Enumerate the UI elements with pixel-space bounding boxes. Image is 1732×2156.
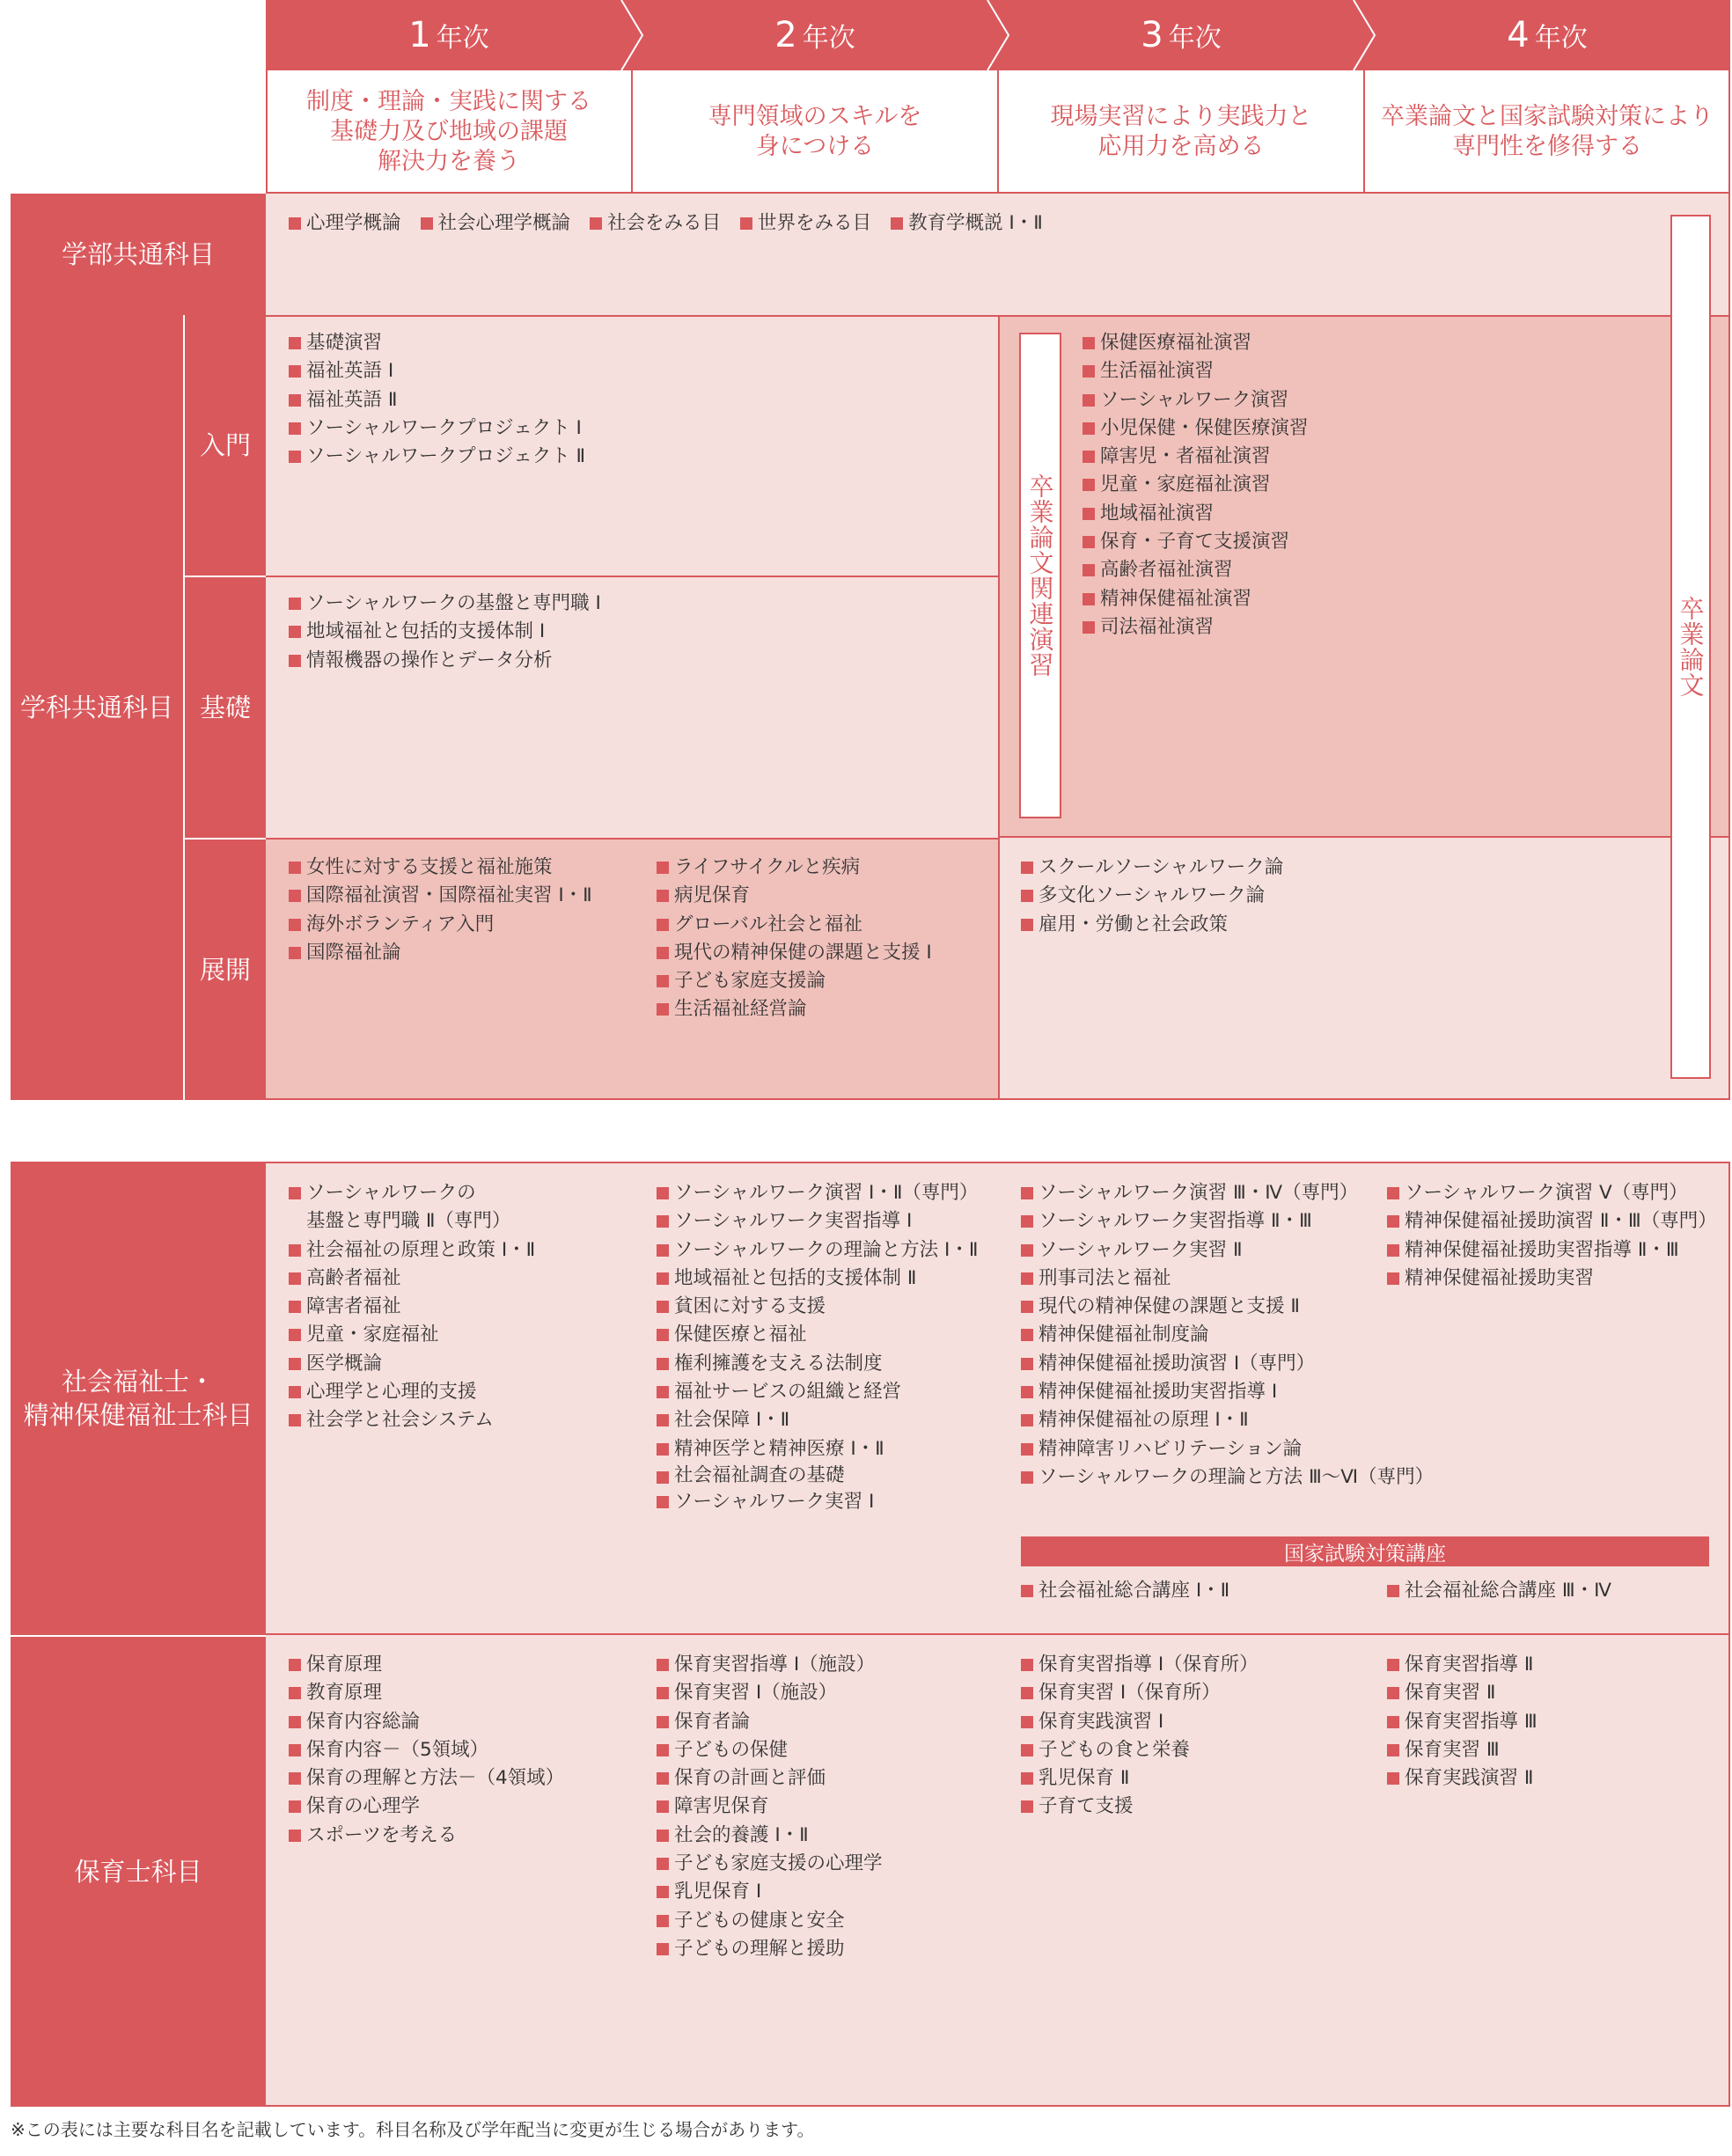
list-item: 社会福祉の原理と政策 Ⅰ・Ⅱ <box>289 1236 535 1265</box>
faculty-common-list <box>289 209 1062 238</box>
develop-list-1 <box>289 854 592 967</box>
list-item: ソーシャルワーク実習指導 Ⅱ・Ⅲ <box>1021 1207 1434 1236</box>
list-item: ソーシャルワーク演習 Ⅴ（専門） <box>1387 1179 1717 1207</box>
list-item: 教育学概説 Ⅰ・Ⅱ <box>891 209 1043 238</box>
list-item: 保育・子育て支援演習 <box>1082 528 1309 556</box>
list-item: 高齢者福祉演習 <box>1082 556 1309 584</box>
list-item: 教育原理 <box>289 1679 564 1707</box>
list-item: 海外ボランティア入門 <box>289 911 592 939</box>
list-item: 貧困に対する支援 <box>657 1293 978 1321</box>
cc-year4-list <box>1387 1651 1538 1793</box>
dept-sub-intro-label: 入門 <box>185 315 266 576</box>
list-item: 国際福祉演習・国際福祉実習 Ⅰ・Ⅱ <box>289 882 592 910</box>
list-item: 生活福祉演習 <box>1082 357 1309 385</box>
list-item: 保育実践演習 Ⅱ <box>1387 1764 1538 1793</box>
list-item: 子どもの食と栄養 <box>1021 1736 1259 1764</box>
list-item: 児童・家庭福祉 <box>289 1321 535 1349</box>
list-item: 保育実習指導 Ⅲ <box>1387 1708 1538 1736</box>
list-item: ソーシャルワークの <box>289 1179 535 1207</box>
list-item: 乳児保育 Ⅱ <box>1021 1764 1259 1793</box>
list-item: ソーシャルワークの基盤と専門職 Ⅰ <box>289 590 601 618</box>
list-item: 子どもの理解と援助 <box>657 1935 883 1963</box>
thesis-box: 卒業論文 <box>1670 215 1711 1079</box>
list-item: 乳児保育 Ⅰ <box>657 1878 883 1906</box>
list-item: 刑事司法と福祉 <box>1021 1265 1434 1293</box>
list-item: ソーシャルワーク実習指導 Ⅰ <box>657 1207 978 1236</box>
list-item: 保育実習 Ⅱ <box>1387 1679 1538 1707</box>
exam-year3-list <box>1021 1577 1229 1605</box>
list-item: 社会心理学概論 <box>421 209 571 238</box>
list-item: 保育の心理学 <box>289 1793 564 1821</box>
list-item: ソーシャルワークの理論と方法 Ⅰ・Ⅱ <box>657 1236 978 1265</box>
list-item: ソーシャルワーク演習 Ⅰ・Ⅱ（専門） <box>657 1179 978 1207</box>
list-item: 福祉サービスの組織と経営 <box>657 1378 978 1406</box>
list-item: 地域福祉演習 <box>1082 500 1309 528</box>
list-item: 医学概論 <box>289 1350 535 1378</box>
list-item: 多文化ソーシャルワーク論 <box>1021 882 1283 910</box>
list-item: 地域福祉と包括的支援体制 Ⅱ <box>657 1265 978 1293</box>
intro-list <box>289 329 585 471</box>
list-item: 現代の精神保健の課題と支援 Ⅱ <box>1021 1293 1434 1321</box>
list-item: 情報機器の操作とデータ分析 <box>289 647 601 675</box>
footnote: ※この表には主要な科目名を記載しています。科目名称及び学年配当に変更が生じる場合があります。 <box>11 2119 815 2140</box>
list-item: 保育実習 Ⅲ <box>1387 1736 1538 1764</box>
list-item: 障害者福祉 <box>289 1293 535 1321</box>
list-item: 保育の計画と評価 <box>657 1764 883 1793</box>
list-item: ソーシャルワーク演習 <box>1082 386 1309 414</box>
year-1-label: 1 年次 <box>408 15 489 55</box>
list-item: 雇用・労働と社会政策 <box>1021 911 1283 939</box>
sw-year2-list <box>657 1179 978 1516</box>
year-2-label: 2 年次 <box>774 15 855 55</box>
list-item: 障害児保育 <box>657 1793 883 1821</box>
list-item: 精神保健福祉演習 <box>1082 585 1309 613</box>
cc-year3-list <box>1021 1651 1259 1822</box>
list-item: 保育実習 Ⅰ（保育所） <box>1021 1679 1259 1707</box>
list-item: 権利擁護を支える法制度 <box>657 1350 978 1378</box>
list-item: 保育実習 Ⅰ（施設） <box>657 1679 883 1707</box>
list-item: 保育原理 <box>289 1651 564 1679</box>
list-item: 保育内容－（5領域） <box>289 1736 564 1764</box>
exam-year4-list <box>1387 1577 1611 1605</box>
seminar-list <box>1082 329 1309 642</box>
list-item: 保育実習指導 Ⅰ（施設） <box>657 1651 883 1679</box>
sw-year4-list <box>1387 1179 1717 1293</box>
list-item: ソーシャルワークの理論と方法 Ⅲ〜Ⅵ（専門） <box>1021 1463 1434 1492</box>
social-welfare-label: 社会福祉士・ 精神保健福祉士科目 <box>11 1162 266 1635</box>
goal-year-3: 現場実習により実践力と 応用力を高める <box>1050 103 1312 160</box>
list-item: 精神保健福祉援助実習指導 Ⅰ <box>1021 1378 1434 1406</box>
list-item: 社会福祉総合講座 Ⅲ・Ⅳ <box>1387 1577 1611 1605</box>
dept-common-label: 学科共通科目 <box>11 315 183 1100</box>
list-item: ソーシャルワーク実習 Ⅱ <box>1021 1236 1434 1265</box>
dept-sub-develop-label: 展開 <box>185 838 266 1100</box>
cc-year1-list <box>289 1651 564 1850</box>
goal-year-4: 卒業論文と国家試験対策により 専門性を修得する <box>1381 103 1714 160</box>
list-item: 社会的養護 Ⅰ・Ⅱ <box>657 1822 883 1850</box>
goal-year-1: 制度・理論・実践に関する 基礎力及び地域の課題 解決力を養う <box>306 88 591 175</box>
childcare-label: 保育士科目 <box>11 1635 266 2107</box>
list-item: ソーシャルワーク演習 Ⅲ・Ⅳ（専門） <box>1021 1179 1434 1207</box>
develop-list-3 <box>1021 854 1283 939</box>
sw-year1-list <box>289 1179 535 1435</box>
list-item: 精神保健福祉の原理 Ⅰ・Ⅱ <box>1021 1406 1434 1434</box>
list-item: 心理学と心理的支援 <box>289 1378 535 1406</box>
list-item: 社会福祉総合講座 Ⅰ・Ⅱ <box>1021 1577 1229 1605</box>
list-item: 子育て支援 <box>1021 1793 1259 1821</box>
list-item: 精神医学と精神医療 Ⅰ・Ⅱ <box>657 1435 978 1463</box>
list-item: 司法福祉演習 <box>1082 613 1309 642</box>
list-item: ソーシャルワークプロジェクト Ⅰ <box>289 414 585 443</box>
list-item: スポーツを考える <box>289 1822 564 1850</box>
list-item: 福祉英語 Ⅱ <box>289 386 585 414</box>
list-item: 病児保育 <box>657 882 932 910</box>
list-item: 児童・家庭福祉演習 <box>1082 471 1309 499</box>
list-item: 保健医療と福祉 <box>657 1321 978 1349</box>
exam-prep-bar: 国家試験対策講座 <box>1021 1536 1709 1566</box>
sw-year3-list <box>1021 1179 1434 1492</box>
list-item: 社会福祉調査の基礎 <box>657 1463 978 1488</box>
list-item: 小児保健・保健医療演習 <box>1082 414 1309 443</box>
list-item: 保育者論 <box>657 1708 883 1736</box>
dept-sub-basic-label: 基礎 <box>185 576 266 838</box>
list-item: 福祉英語 Ⅰ <box>289 357 585 385</box>
list-item: 精神保健福祉援助実習 <box>1387 1265 1717 1293</box>
list-item: ソーシャルワーク実習 Ⅰ <box>657 1488 978 1516</box>
list-item: 国際福祉論 <box>289 939 592 967</box>
list-item: 社会保障 Ⅰ・Ⅱ <box>657 1406 978 1434</box>
list-item: 子どもの健康と安全 <box>657 1907 883 1935</box>
list-item: 保育実習指導 Ⅱ <box>1387 1651 1538 1679</box>
list-item: グローバル社会と福祉 <box>657 911 932 939</box>
list-item: 保育実習指導 Ⅰ（保育所） <box>1021 1651 1259 1679</box>
list-item: 精神保健福祉援助演習 Ⅱ・Ⅲ（専門） <box>1387 1207 1717 1236</box>
list-item: 心理学概論 <box>289 209 401 238</box>
list-item: ライフサイクルと疾病 <box>657 854 932 882</box>
list-item: 社会をみる目 <box>590 209 721 238</box>
list-item: 基礎演習 <box>289 329 585 357</box>
list-item: 生活福祉経営論 <box>657 995 932 1023</box>
list-item: 精神保健福祉援助演習 Ⅰ（専門） <box>1021 1350 1434 1378</box>
faculty-common-label: 学部共通科目 <box>11 194 266 315</box>
list-item: ソーシャルワークプロジェクト Ⅱ <box>289 443 585 471</box>
goal-year-2: 専門領域のスキルを 身につける <box>708 103 922 160</box>
list-item: 精神障害リハビリテーション論 <box>1021 1435 1434 1463</box>
list-item: 基盤と専門職 Ⅱ（専門） <box>306 1210 511 1233</box>
list-item: 精神保健福祉援助実習指導 Ⅱ・Ⅲ <box>1387 1236 1717 1265</box>
thesis-seminar-box: 卒業論文関連演習 <box>1019 333 1061 818</box>
list-item: 現代の精神保健の課題と支援 Ⅰ <box>657 939 932 967</box>
list-item: 高齢者福祉 <box>289 1265 535 1293</box>
cc-year2-list <box>657 1651 883 1963</box>
develop-list-2 <box>657 854 932 1024</box>
list-item: 保育の理解と方法－（4領域） <box>289 1764 564 1793</box>
list-item: 保育実践演習 Ⅰ <box>1021 1708 1259 1736</box>
list-item: 女性に対する支援と福祉施策 <box>289 854 592 882</box>
list-item: 障害児・者福祉演習 <box>1082 443 1309 471</box>
list-item: 子どもの保健 <box>657 1736 883 1764</box>
list-item: 精神保健福祉制度論 <box>1021 1321 1434 1349</box>
list-item: 保育内容総論 <box>289 1708 564 1736</box>
list-item: 保健医療福祉演習 <box>1082 329 1309 357</box>
basic-list <box>289 590 601 675</box>
list-item: 子ども家庭支援の心理学 <box>657 1850 883 1878</box>
list-item: 社会学と社会システム <box>289 1406 535 1434</box>
year-4-label: 4 年次 <box>1507 15 1588 55</box>
list-item: 世界をみる目 <box>740 209 871 238</box>
list-item: 地域福祉と包括的支援体制 Ⅰ <box>289 618 601 646</box>
year-3-label: 3 年次 <box>1141 15 1222 55</box>
list-item: スクールソーシャルワーク論 <box>1021 854 1283 882</box>
list-item: 子ども家庭支援論 <box>657 967 932 995</box>
